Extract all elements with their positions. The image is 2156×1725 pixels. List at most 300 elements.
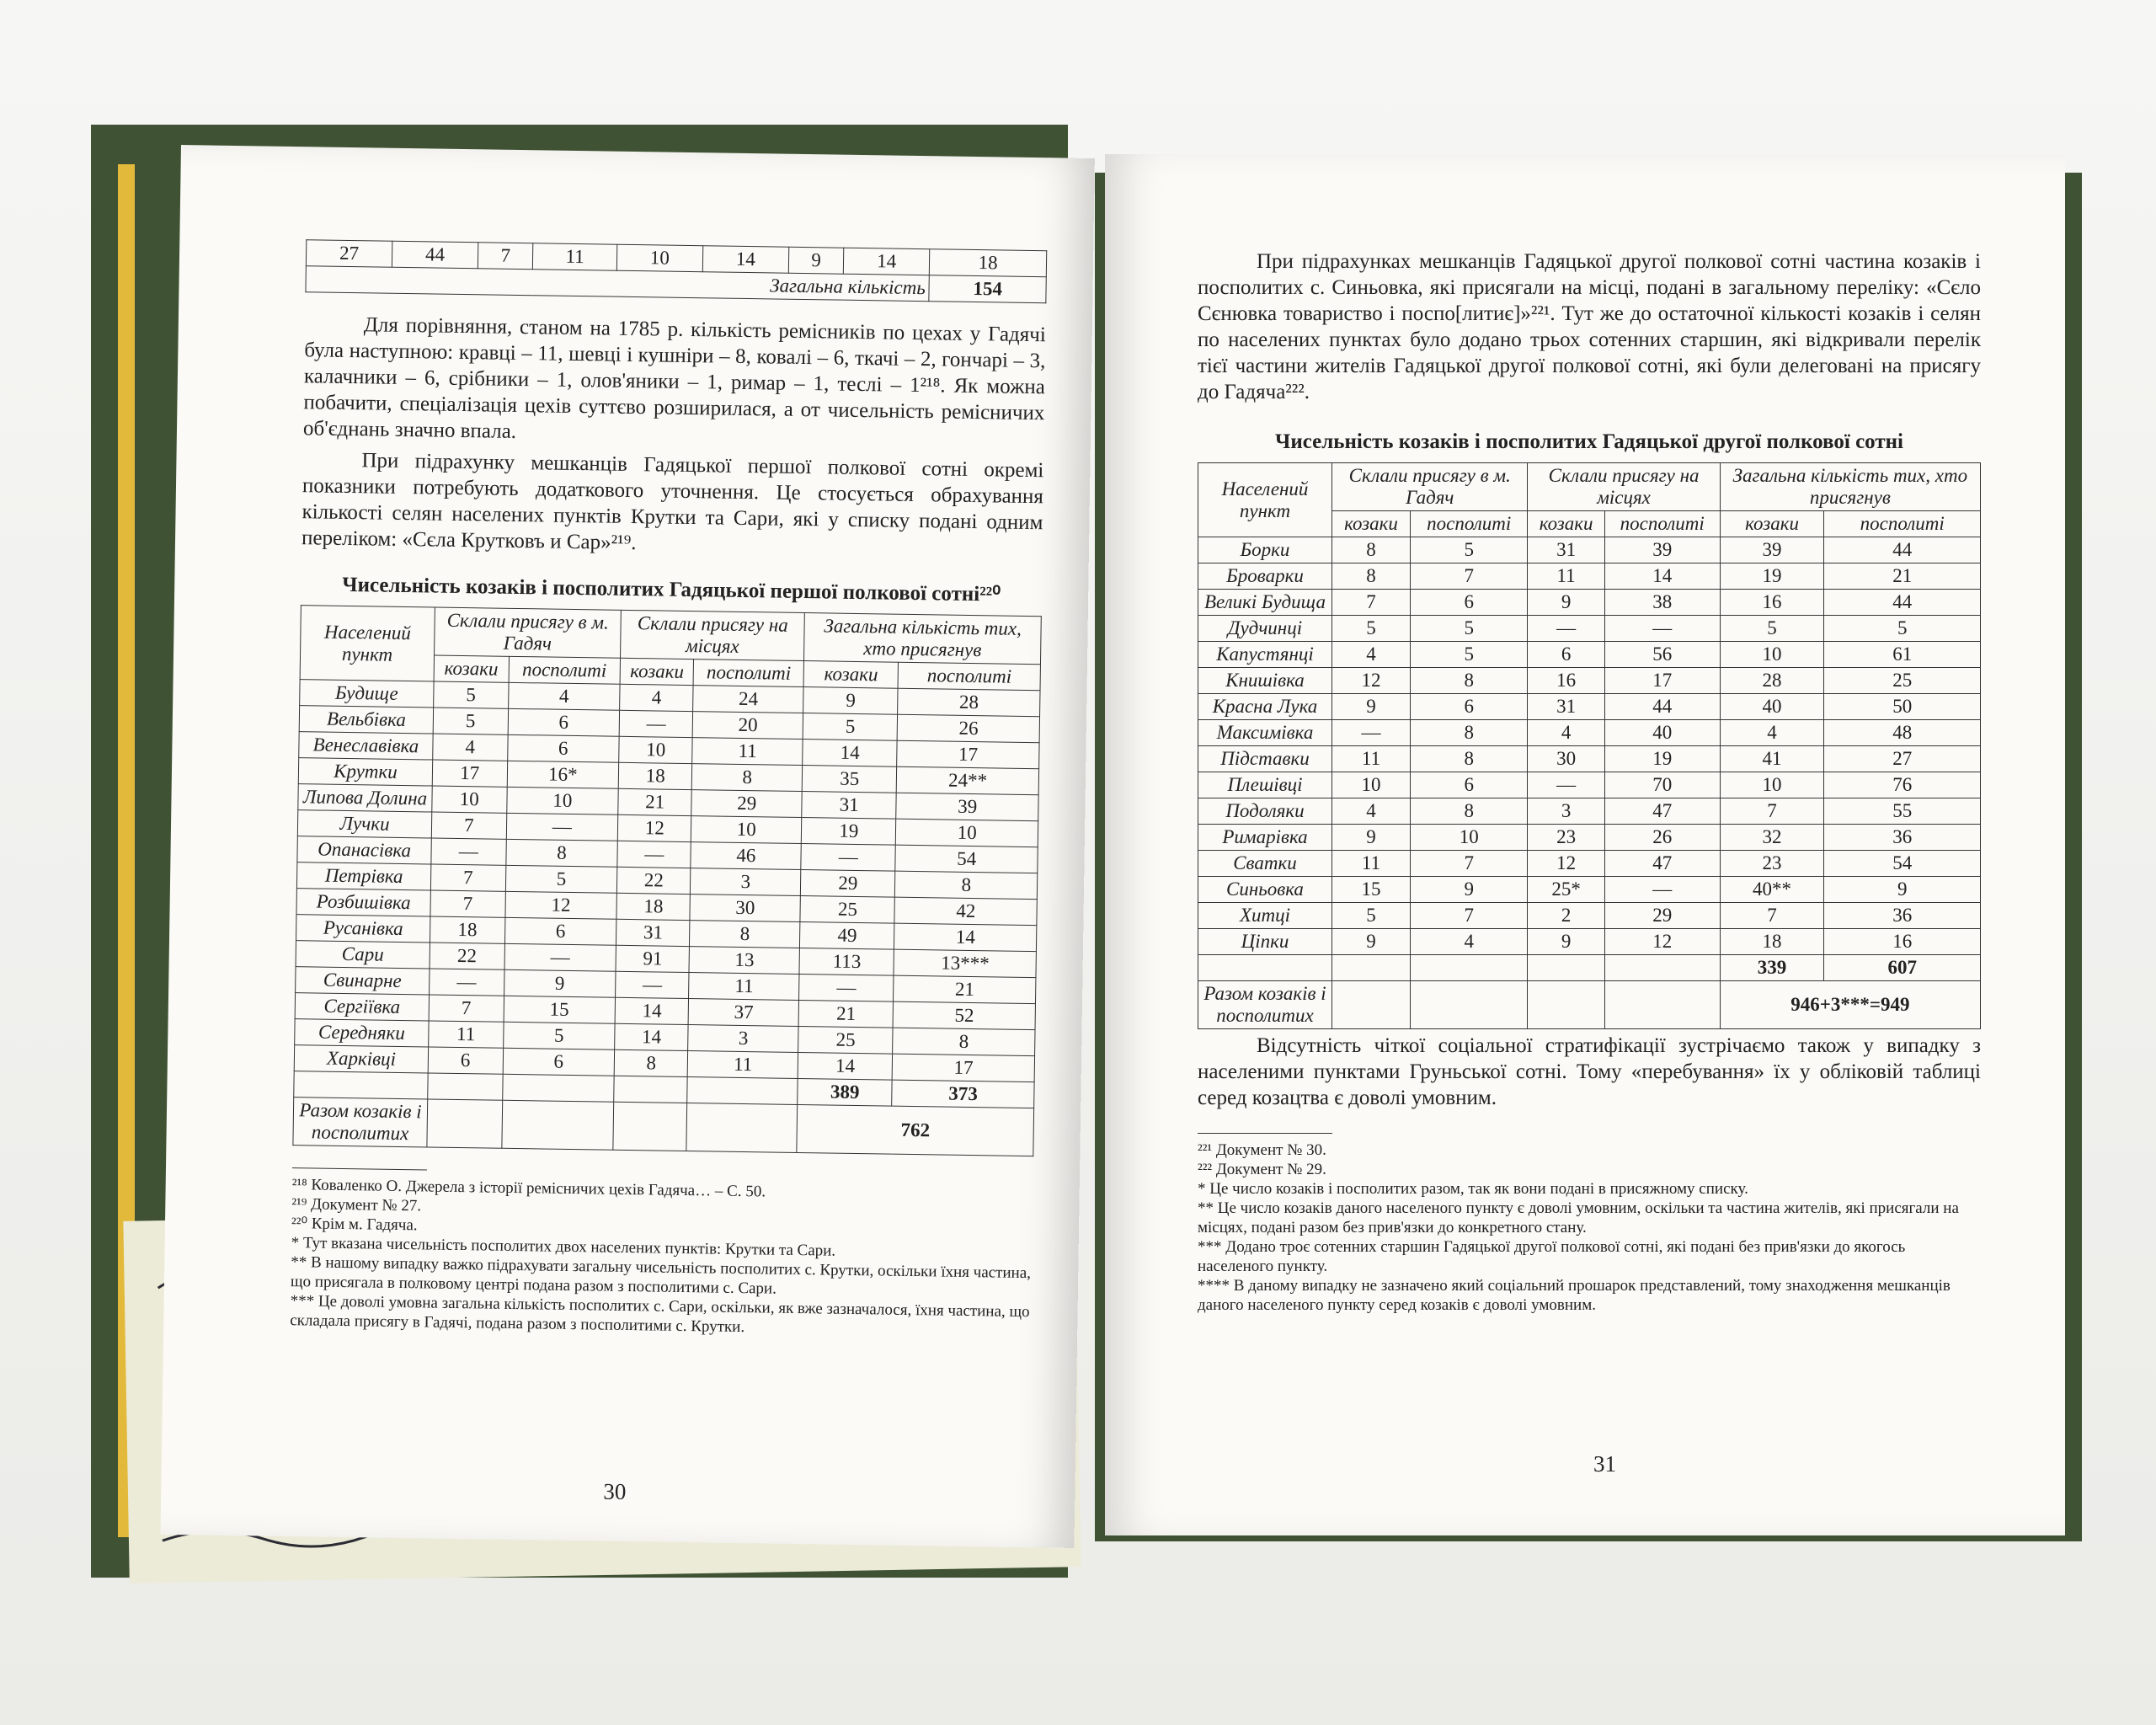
table-cell: 16 bbox=[1528, 668, 1604, 694]
table-cell: 21 bbox=[894, 975, 1036, 1003]
table-row bbox=[1198, 694, 1981, 720]
table-cell: 61 bbox=[1824, 642, 1981, 668]
footnote: **** В даному випадку не зазначено який соціальний прошарок представлений, тому знаходження мешканців даного населеного пункту серед козаків є доволі умовним. bbox=[1198, 1277, 1951, 1314]
table-cell: 3 bbox=[691, 868, 801, 896]
table-cell: 15 bbox=[1332, 877, 1411, 903]
table-cell: 5 bbox=[1411, 616, 1528, 642]
table-cell: 10 bbox=[432, 786, 507, 813]
subheader-kozaky: козаки bbox=[620, 658, 694, 685]
table-cell: 4 bbox=[508, 682, 620, 710]
table-cell: 5 bbox=[1824, 616, 1981, 642]
table-cell: 17 bbox=[432, 760, 507, 787]
place-name: Дудчинці bbox=[1198, 616, 1332, 642]
table-cell: 4 bbox=[1332, 642, 1411, 668]
table-row bbox=[1198, 825, 1981, 851]
table-cell: 5 bbox=[1332, 616, 1411, 642]
table-row bbox=[1198, 851, 1981, 877]
place-name: Плешівці bbox=[1198, 772, 1332, 798]
table-cell: 56 bbox=[1604, 642, 1720, 668]
table-cell: 12 bbox=[618, 814, 692, 841]
table-row bbox=[1198, 903, 1981, 929]
table-row bbox=[1198, 590, 1981, 616]
table-cell: 10 bbox=[1332, 772, 1411, 798]
table-cell: 70 bbox=[1604, 772, 1720, 798]
place-name: Венеславівка bbox=[299, 732, 433, 760]
table-cell: 14 bbox=[1604, 563, 1720, 590]
empty-cell bbox=[1198, 955, 1332, 981]
empty-cell bbox=[686, 1103, 798, 1153]
right-footnotes bbox=[1198, 1140, 1981, 1315]
footnote: ²¹⁸ Коваленко О. Джерела з історії ремісничих цехів Гадяча… – С. 50. bbox=[291, 1176, 766, 1201]
table-cell: 9 bbox=[1528, 929, 1604, 955]
place-name: Крутки bbox=[298, 758, 432, 786]
table-cell: 11 bbox=[1332, 746, 1411, 772]
table-row bbox=[1198, 877, 1981, 903]
place-name: Сари bbox=[296, 941, 430, 969]
table-cell: 6 bbox=[1411, 590, 1528, 616]
table-cell: 7 bbox=[1332, 590, 1411, 616]
place-name: Петрівка bbox=[296, 862, 430, 890]
empty-cell bbox=[687, 1077, 798, 1105]
table-cell: 7 bbox=[1720, 903, 1824, 929]
table-cell: 31 bbox=[1528, 537, 1604, 563]
header-group-gadyach: Склали присягу в м. Гадяч bbox=[1332, 463, 1528, 511]
table-cell: 7 bbox=[430, 864, 505, 891]
empty-cell bbox=[1604, 955, 1720, 981]
table-cell: 8 bbox=[1332, 537, 1411, 563]
place-name: Вельбівка bbox=[299, 706, 433, 734]
table-cell: 8 bbox=[505, 839, 617, 867]
table-cell: 47 bbox=[1604, 851, 1720, 877]
table-row bbox=[1198, 563, 1981, 590]
left-table-caption: Чисельність козаків і посполитих Гадяцької першої полкової сотні²²⁰ bbox=[342, 573, 1001, 606]
table-cell: 9 bbox=[504, 969, 616, 997]
place-name: Опанасівка bbox=[297, 836, 431, 864]
subheader-pospolyti: посполиті bbox=[899, 662, 1041, 690]
empty-cell bbox=[294, 1071, 428, 1099]
table-cell: — bbox=[801, 844, 896, 872]
table-cell: 5 bbox=[434, 681, 509, 708]
table-cell: 5 bbox=[1411, 537, 1528, 563]
table-cell: 39 bbox=[896, 793, 1038, 820]
table-cell: — bbox=[1604, 616, 1720, 642]
table-cell: 38 bbox=[1604, 590, 1720, 616]
header-group-local: Склали присягу на місцях bbox=[1528, 463, 1720, 511]
table-cell: 7 bbox=[1411, 851, 1528, 877]
footnote-divider bbox=[292, 1167, 427, 1170]
top-table-cell: 14 bbox=[702, 246, 788, 274]
place-name: Ціпки bbox=[1198, 929, 1332, 955]
table-cell: 19 bbox=[1720, 563, 1824, 590]
table-row bbox=[1198, 642, 1981, 668]
top-table-cell: 7 bbox=[478, 243, 533, 270]
table-cell: 6 bbox=[507, 734, 619, 762]
table-cell: 6 bbox=[508, 708, 620, 736]
table-cell: 4 bbox=[620, 684, 694, 711]
table-cell: 21 bbox=[618, 788, 692, 815]
place-name: Лучки bbox=[297, 810, 431, 838]
top-table-cell: 27 bbox=[306, 240, 392, 268]
total-label: Разом козаків і посполитих bbox=[1198, 981, 1332, 1029]
table-cell: 12 bbox=[1528, 851, 1604, 877]
table-cell: 18 bbox=[430, 916, 504, 943]
table-cell: 14 bbox=[615, 997, 689, 1024]
subheader-kozaky: козаки bbox=[1332, 511, 1411, 537]
sum-pospolyti: 607 bbox=[1824, 955, 1981, 981]
top-table-cell: 44 bbox=[392, 241, 478, 269]
top-table-cell: 14 bbox=[844, 248, 930, 275]
table-cell: 8 bbox=[1332, 563, 1411, 590]
right-paragraph-1: При підрахунках мешканців Гадяцької другої полкової сотні частина козаків і посполитих с. Синьовка, які присягали на місці, подані в загальному переліку: «Сєло Сєнювка товариство і поспо[литиє]»²²¹. Тут же до остаточної кількості козаків і селян по населених пунктах було додано трьох сотенних старшин, які відкривали перелік тієї частини жителів Гадяцької другої полкової сотні, які були делеговані на присягу до Гадяча²²². bbox=[1198, 250, 1981, 403]
table-row bbox=[1198, 537, 1981, 563]
table-row bbox=[1198, 798, 1981, 825]
place-name: Синьовка bbox=[1198, 877, 1332, 903]
table-cell: 7 bbox=[431, 812, 506, 839]
header-group-local: Склали присягу на місцях bbox=[621, 610, 805, 660]
table-cell: 91 bbox=[616, 945, 690, 972]
table-cell: 29 bbox=[800, 870, 895, 898]
table-cell: 30 bbox=[1528, 746, 1604, 772]
subheader-pospolyti: посполиті bbox=[1824, 511, 1981, 537]
table-cell: 4 bbox=[1332, 798, 1411, 825]
place-name: Сватки bbox=[1198, 851, 1332, 877]
header-group-gadyach: Склали присягу в м. Гадяч bbox=[435, 607, 622, 658]
sum-pospolyti: 373 bbox=[892, 1080, 1034, 1108]
table-cell: 47 bbox=[1604, 798, 1720, 825]
place-name: Римарівка bbox=[1198, 825, 1332, 851]
table-cell: — bbox=[1332, 720, 1411, 746]
empty-cell bbox=[428, 1073, 503, 1100]
table-cell: 17 bbox=[893, 1054, 1035, 1081]
table-cell: 21 bbox=[1824, 563, 1981, 590]
footnote: ²²² Документ № 29. bbox=[1198, 1161, 1326, 1178]
place-name: Підставки bbox=[1198, 746, 1332, 772]
subheader-pospolyti: посполиті bbox=[509, 656, 621, 684]
table-cell: 54 bbox=[1824, 851, 1981, 877]
right-population-table bbox=[1198, 462, 1981, 1029]
table-cell: 46 bbox=[691, 842, 801, 870]
table-cell: 35 bbox=[802, 766, 897, 793]
table-cell: 10 bbox=[619, 736, 693, 763]
table-cell: 14 bbox=[803, 740, 898, 767]
table-cell: 40** bbox=[1720, 877, 1824, 903]
table-cell: — bbox=[1528, 772, 1604, 798]
table-cell: 23 bbox=[1528, 825, 1604, 851]
empty-cell bbox=[613, 1102, 687, 1151]
table-cell: 13*** bbox=[894, 949, 1036, 977]
header-group-total: Загальна кількість тих, хто присягнув bbox=[804, 613, 1042, 665]
table-cell: — bbox=[504, 943, 616, 971]
place-name: Броварки bbox=[1198, 563, 1332, 590]
empty-cell bbox=[614, 1076, 688, 1103]
table-cell: 18 bbox=[616, 893, 691, 920]
left-footnotes bbox=[290, 1175, 1033, 1341]
table-cell: 11 bbox=[1528, 563, 1604, 590]
table-cell: 39 bbox=[1604, 537, 1720, 563]
footnote: * Тут вказана чисельність посполитих двох населених пунктів: Крутки та Сари. bbox=[291, 1234, 836, 1260]
subheader-pospolyti: посполиті bbox=[1411, 511, 1528, 537]
table-cell: 5 bbox=[1720, 616, 1824, 642]
table-cell: 9 bbox=[1824, 877, 1981, 903]
table-cell: — bbox=[506, 813, 618, 841]
left-paragraph-1: Для порівняння, станом на 1785 р. кількість ремісників по цехах у Гадячі була наступною: кравці – 11, шевці і кушніри – 8, ковалі – 6, ткачі – 2, гончарі – 3, калачники – 6, срібники – 1, олов'яники – 1, римар – 1, теслі – 1²¹⁸. Як можна побачити, спеціалізація цехів суттєво розширилася, а от чисельність ремісничих об'єднань значно впала. bbox=[302, 313, 1046, 443]
table-cell: 6 bbox=[1411, 694, 1528, 720]
table-cell: 44 bbox=[1604, 694, 1720, 720]
table-cell: 8 bbox=[1411, 720, 1528, 746]
table-cell: 12 bbox=[1332, 668, 1411, 694]
footnote: * Це число козаків і посполитих разом, так як вони подані в присяжному списку. bbox=[1198, 1180, 1748, 1198]
table-cell: 4 bbox=[1720, 720, 1824, 746]
footnote: ²²¹ Документ № 30. bbox=[1198, 1141, 1326, 1159]
footnote: *** Додано троє сотенних старшин Гадяцької другої полкової сотні, які подані без прив'язки до якогось населеного пункту. bbox=[1198, 1238, 1906, 1275]
table-cell: 37 bbox=[688, 999, 798, 1027]
sum-kozaky: 339 bbox=[1720, 955, 1824, 981]
table-cell: 36 bbox=[1824, 825, 1981, 851]
top-table-cell: 18 bbox=[930, 249, 1047, 277]
table-cell: 48 bbox=[1824, 720, 1981, 746]
top-table-total-label: Загальна кількість bbox=[306, 266, 930, 302]
subheader-pospolyti: посполиті bbox=[1604, 511, 1720, 537]
table-cell: 19 bbox=[1604, 746, 1720, 772]
table-cell: 4 bbox=[1528, 720, 1604, 746]
table-row bbox=[1198, 720, 1981, 746]
table-cell: 9 bbox=[1332, 694, 1411, 720]
right-page bbox=[1105, 154, 2065, 1535]
table-cell: 2 bbox=[1528, 903, 1604, 929]
table-cell: 31 bbox=[802, 792, 897, 820]
subheader-pospolyti: посполиті bbox=[693, 660, 803, 687]
table-cell: 10 bbox=[1720, 772, 1824, 798]
table-cell: 15 bbox=[504, 996, 616, 1023]
table-cell: 7 bbox=[1411, 903, 1528, 929]
table-cell: 44 bbox=[1824, 590, 1981, 616]
table-cell: 55 bbox=[1824, 798, 1981, 825]
empty-cell bbox=[1332, 955, 1411, 981]
place-name: Книшівка bbox=[1198, 668, 1332, 694]
top-table-cell: 11 bbox=[533, 243, 617, 270]
table-cell: 5 bbox=[803, 713, 898, 741]
empty-cell bbox=[427, 1099, 502, 1148]
footnote: ²²⁰ Крім м. Гадяча. bbox=[291, 1215, 418, 1235]
table-cell: 7 bbox=[430, 890, 505, 917]
table-cell: 8 bbox=[690, 921, 800, 948]
table-cell: 17 bbox=[1604, 668, 1720, 694]
table-cell: 40 bbox=[1604, 720, 1720, 746]
table-cell: 24** bbox=[897, 766, 1039, 794]
table-cell: 6 bbox=[1411, 772, 1528, 798]
table-cell: 10 bbox=[896, 819, 1038, 846]
table-row bbox=[1198, 772, 1981, 798]
table-cell: 25 bbox=[798, 1026, 894, 1054]
table-cell: 6 bbox=[1528, 642, 1604, 668]
table-cell: 7 bbox=[429, 995, 504, 1022]
table-cell: — bbox=[619, 710, 693, 737]
top-table-total-value: 154 bbox=[929, 275, 1046, 303]
table-cell: 36 bbox=[1824, 903, 1981, 929]
table-cell: — bbox=[1528, 616, 1604, 642]
table-cell: 6 bbox=[428, 1047, 503, 1074]
table-cell: 42 bbox=[894, 897, 1037, 925]
page-number-left: 30 bbox=[603, 1478, 627, 1505]
top-table-cell: 9 bbox=[788, 247, 844, 274]
table-cell: — bbox=[431, 838, 506, 865]
place-name: Капустянці bbox=[1198, 642, 1332, 668]
place-name: Харківці bbox=[294, 1045, 428, 1073]
place-name: Свинарне bbox=[296, 967, 430, 995]
table-cell: 44 bbox=[1824, 537, 1981, 563]
table-cell: 9 bbox=[803, 687, 899, 715]
table-cell: 7 bbox=[1411, 563, 1528, 590]
table-cell: 5 bbox=[1332, 903, 1411, 929]
right-paragraph-2: Відсутність чіткої соціальної стратифікації зустрічаємо також у випадку з населеними пунктами Груньської сотні. Тому «перебування» їх у обліковій таблиці серед козацтва є доволі умовним. bbox=[1198, 1034, 1981, 1109]
subheader-kozaky: козаки bbox=[434, 655, 509, 682]
table-cell: 41 bbox=[1720, 746, 1824, 772]
table-cell: 31 bbox=[616, 919, 691, 946]
table-cell: 8 bbox=[1411, 746, 1528, 772]
table-cell: 3 bbox=[1528, 798, 1604, 825]
table-cell: 22 bbox=[617, 867, 691, 894]
table-cell: 5 bbox=[505, 865, 617, 893]
empty-cell bbox=[501, 1100, 614, 1150]
table-cell: 76 bbox=[1824, 772, 1981, 798]
empty-cell bbox=[1332, 981, 1411, 1029]
table-cell: — bbox=[616, 971, 690, 998]
footnote-divider bbox=[1198, 1133, 1332, 1134]
place-name: Будище bbox=[300, 680, 434, 708]
table-cell: 18 bbox=[1720, 929, 1824, 955]
table-cell: 39 bbox=[1720, 537, 1824, 563]
table-cell: 6 bbox=[503, 1048, 615, 1076]
table-cell: 10 bbox=[691, 816, 802, 844]
table-cell: 27 bbox=[1824, 746, 1981, 772]
table-cell: 14 bbox=[615, 1023, 689, 1050]
subheader-kozaky: козаки bbox=[1720, 511, 1824, 537]
table-cell: — bbox=[1604, 877, 1720, 903]
table-cell: 9 bbox=[1332, 825, 1411, 851]
table-cell: 28 bbox=[1720, 668, 1824, 694]
empty-cell bbox=[1411, 955, 1528, 981]
place-name: Хитці bbox=[1198, 903, 1332, 929]
table-cell: 13 bbox=[689, 947, 799, 975]
table-cell: 25 bbox=[1824, 668, 1981, 694]
table-cell: — bbox=[430, 969, 504, 996]
table-cell: 10 bbox=[1411, 825, 1528, 851]
place-name: Борки bbox=[1198, 537, 1332, 563]
empty-cell bbox=[1411, 981, 1528, 1029]
table-cell: 16* bbox=[507, 761, 619, 788]
table-row bbox=[1198, 668, 1981, 694]
table-cell: 14 bbox=[798, 1052, 893, 1080]
footnote: *** Це доволі умовна загальна кількість посполитих с. Сари, оскільки, як вже зазначалося, їхня частина, що складала присягу в Гадячі, подана разом з посполитими с. Крутки. bbox=[290, 1292, 1030, 1337]
table-cell: 25* bbox=[1528, 877, 1604, 903]
table-cell: 8 bbox=[1411, 668, 1528, 694]
top-table-cell: 10 bbox=[616, 244, 702, 272]
table-cell: 5 bbox=[433, 708, 508, 734]
table-cell: 49 bbox=[800, 922, 895, 950]
table-cell: 26 bbox=[898, 714, 1040, 742]
place-name: Великі Будища bbox=[1198, 590, 1332, 616]
table-cell: 30 bbox=[690, 895, 800, 922]
table-cell: 3 bbox=[688, 1025, 798, 1053]
table-cell: 52 bbox=[894, 1001, 1036, 1029]
table-cell: — bbox=[617, 841, 691, 868]
table-cell: 32 bbox=[1720, 825, 1824, 851]
table-cell: 113 bbox=[799, 948, 894, 976]
empty-cell bbox=[502, 1074, 614, 1102]
empty-cell bbox=[1528, 955, 1604, 981]
place-name: Максимівка bbox=[1198, 720, 1332, 746]
header-group-total: Загальна кількість тих, хто присягнув bbox=[1720, 463, 1980, 511]
table-cell: 54 bbox=[895, 845, 1038, 873]
subheader-kozaky: козаки bbox=[1528, 511, 1604, 537]
table-cell: 9 bbox=[1332, 929, 1411, 955]
total-label: Разом козаків і посполитих bbox=[293, 1097, 428, 1147]
table-row bbox=[1198, 929, 1981, 955]
total-value: 762 bbox=[797, 1104, 1034, 1156]
place-name: Сергіївка bbox=[295, 993, 429, 1021]
table-cell: 25 bbox=[800, 896, 895, 924]
place-name: Красна Лука bbox=[1198, 694, 1332, 720]
table-cell: 6 bbox=[504, 917, 616, 945]
table-cell: 24 bbox=[693, 686, 803, 713]
table-cell: 40 bbox=[1720, 694, 1824, 720]
subheader-kozaky: козаки bbox=[803, 661, 899, 689]
table-cell: 5 bbox=[503, 1022, 615, 1049]
table-cell: 29 bbox=[1604, 903, 1720, 929]
table-cell: 21 bbox=[798, 1000, 894, 1028]
table-cell: 5 bbox=[1411, 642, 1528, 668]
footnote: ** В нашому випадку важко підрахувати загальну чисельність посполитих с. Крутки, оскільки їхня частина, що присягала в полковому центрі подана разом з посполитими с. Сари. bbox=[290, 1253, 1032, 1298]
table-cell: 11 bbox=[689, 973, 799, 1001]
table-cell: 4 bbox=[433, 734, 508, 761]
table-cell: 31 bbox=[1528, 694, 1604, 720]
place-name: Русанівка bbox=[296, 915, 430, 943]
table-cell: 4 bbox=[1411, 929, 1528, 955]
table-cell: 20 bbox=[693, 712, 803, 740]
table-cell: 22 bbox=[430, 943, 504, 969]
table-cell: 10 bbox=[506, 787, 618, 814]
table-cell: 9 bbox=[1528, 590, 1604, 616]
table-cell: 14 bbox=[894, 923, 1037, 951]
table-cell: 8 bbox=[893, 1028, 1035, 1055]
table-cell: 11 bbox=[688, 1051, 798, 1079]
right-table-caption: Чисельність козаків і посполитих Гадяцької другої полкової сотні bbox=[1275, 430, 1903, 453]
place-name: Подоляки bbox=[1198, 798, 1332, 825]
table-cell: 16 bbox=[1720, 590, 1824, 616]
table-row bbox=[1198, 616, 1981, 642]
table-cell: 8 bbox=[614, 1049, 688, 1076]
table-cell: 28 bbox=[898, 688, 1040, 716]
header-place: Населений пункт bbox=[1198, 463, 1332, 537]
place-name: Розбишівка bbox=[296, 889, 430, 916]
table-row bbox=[1198, 746, 1981, 772]
table-cell: 19 bbox=[801, 818, 896, 846]
table-cell: 12 bbox=[1604, 929, 1720, 955]
table-cell: 11 bbox=[429, 1021, 504, 1048]
place-name: Липова Долина bbox=[298, 784, 432, 812]
sum-kozaky: 389 bbox=[798, 1078, 893, 1106]
table-cell: 17 bbox=[897, 740, 1039, 768]
page-number-right: 31 bbox=[1593, 1451, 1616, 1477]
table-cell: 26 bbox=[1604, 825, 1720, 851]
table-cell: 29 bbox=[691, 790, 802, 818]
place-name: Середняки bbox=[295, 1019, 429, 1047]
table-cell: 8 bbox=[692, 764, 803, 792]
left-paragraph-2: При підрахунку мешканців Гадяцької першої полкової сотні окремі показники потребують додаткового уточнення. Це стосується обрахування кількості селян населених пунктів Крутки та Сари, які у списку подані одним переліком: «Сєла Крутковъ и Сар»²¹⁹. bbox=[301, 449, 1044, 555]
table-cell: 16 bbox=[1824, 929, 1981, 955]
table-cell: 7 bbox=[1720, 798, 1824, 825]
total-value: 946+3***=949 bbox=[1720, 981, 1980, 1029]
